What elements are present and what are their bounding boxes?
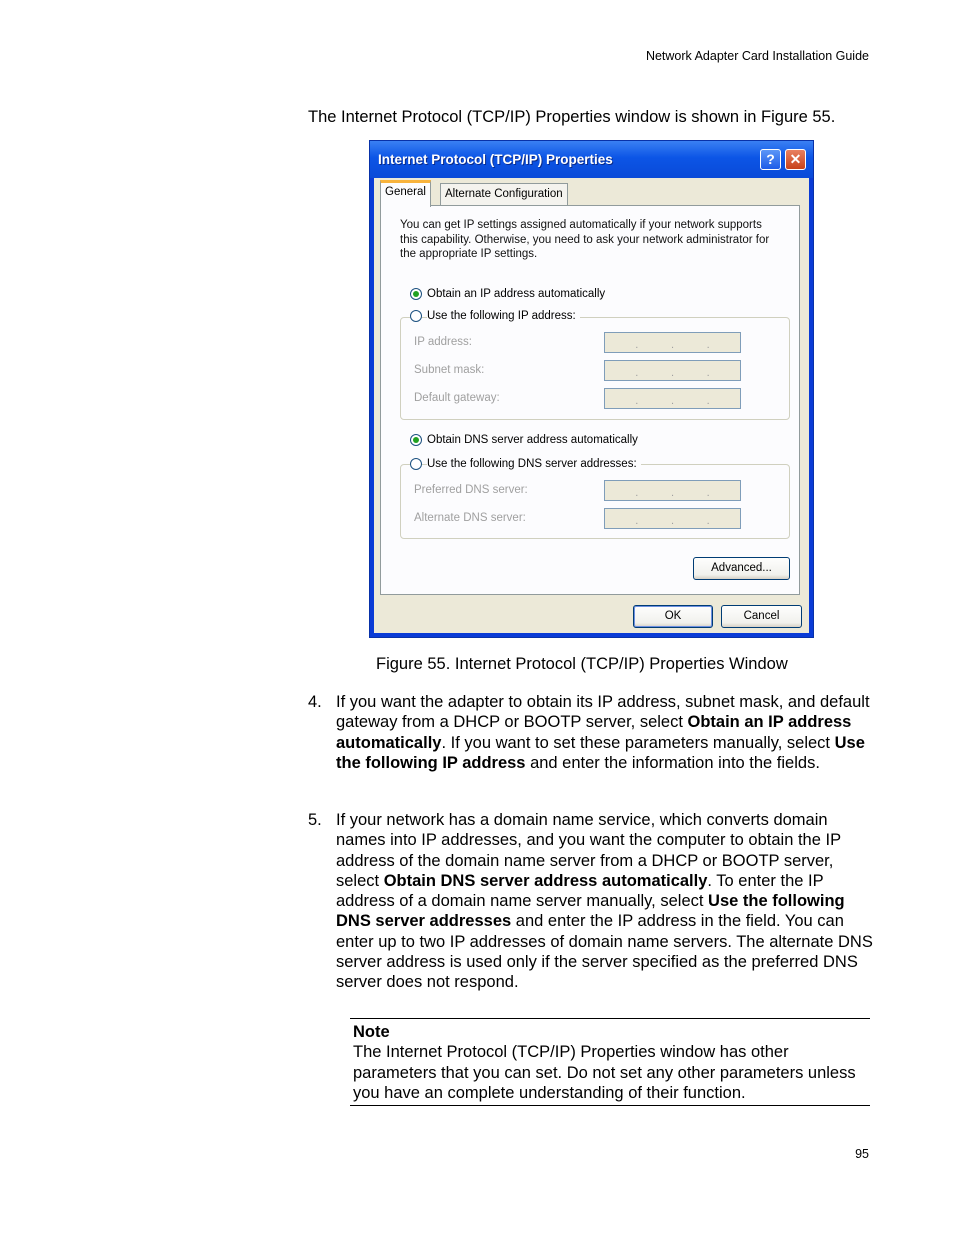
advanced-button[interactable]: Advanced... <box>693 557 790 580</box>
step-number: 4. <box>308 693 322 711</box>
note-heading: Note <box>353 1023 390 1041</box>
preferred-dns-input[interactable]: . . . <box>604 480 741 501</box>
default-gateway-input[interactable]: . . . <box>604 388 741 409</box>
ok-button[interactable]: OK <box>633 605 713 628</box>
alternate-dns-label: Alternate DNS server: <box>414 512 526 524</box>
radio-dns-auto[interactable]: Obtain DNS server address automatically <box>410 434 638 446</box>
figure-caption: Figure 55. Internet Protocol (TCP/IP) Properties Window <box>376 655 788 673</box>
subnet-mask-input[interactable]: . . . <box>604 360 741 381</box>
preferred-dns-label: Preferred DNS server: <box>414 484 528 496</box>
page-number: 95 <box>855 1147 869 1161</box>
help-button[interactable]: ? <box>760 149 781 170</box>
cancel-button[interactable]: Cancel <box>721 605 802 628</box>
step-text: If you want the adapter to obtain its IP address, subnet mask, and default gateway from a DHCP or BOOTP server, select Obtain an IP address automatically. If you want to set these parameters manually, select Use the following IP address and enter the information into the fields. <box>336 693 870 772</box>
dialog-client-area <box>374 178 809 633</box>
radio-unselected-icon <box>410 458 422 470</box>
subnet-mask-label: Subnet mask: <box>414 364 485 376</box>
radio-selected-icon <box>410 288 422 300</box>
radio-ip-manual[interactable]: Use the following IP address: <box>410 310 580 322</box>
alternate-dns-input[interactable]: . . . <box>604 508 741 529</box>
general-tab-panel <box>380 205 800 595</box>
radio-dns-manual[interactable]: Use the following DNS server addresses: <box>410 458 641 470</box>
intro-paragraph: The Internet Protocol (TCP/IP) Properties window is shown in Figure 55. <box>308 108 836 126</box>
radio-selected-icon <box>410 434 422 446</box>
tab-alternate-configuration[interactable]: Alternate Configuration <box>440 183 568 205</box>
dialog-titlebar <box>370 141 813 178</box>
note-text: The Internet Protocol (TCP/IP) Properties window has other parameters that you can set. Do not set any other parameters unless you have an complete understanding of their function. <box>353 1043 856 1102</box>
dialog-title: Internet Protocol (TCP/IP) Properties <box>378 152 613 167</box>
note-box <box>350 1018 870 1106</box>
tab-general[interactable]: General <box>380 180 431 207</box>
ip-address-input[interactable]: . . . <box>604 332 741 353</box>
step-text: If your network has a domain name service, which converts domain names into IP addresses, and you want the computer to obtain the IP address of the domain name server from a DHCP or BOOTP server, select Obtain DNS server address automatically. To enter the IP address of a domain name server manually, select Use the following DNS server addresses and enter the IP address in the field. You can enter up to two IP addresses of domain name servers. The alternate DNS server address is used only if the server specified as the preferred DNS server does not respond. <box>336 811 873 992</box>
running-header: Network Adapter Card Installation Guide <box>645 49 869 63</box>
step-number: 5. <box>308 811 322 829</box>
ip-address-label: IP address: <box>414 336 472 348</box>
radio-unselected-icon <box>410 310 422 322</box>
tcpip-properties-dialog <box>369 140 814 638</box>
info-text: You can get IP settings assigned automatically if your network supports this capability. Otherwise, you need to ask your network administrator for the appropriate IP settings. <box>400 219 770 260</box>
radio-ip-auto[interactable]: Obtain an IP address automatically <box>410 288 605 300</box>
default-gateway-label: Default gateway: <box>414 392 500 404</box>
close-button[interactable]: ✕ <box>785 149 806 170</box>
